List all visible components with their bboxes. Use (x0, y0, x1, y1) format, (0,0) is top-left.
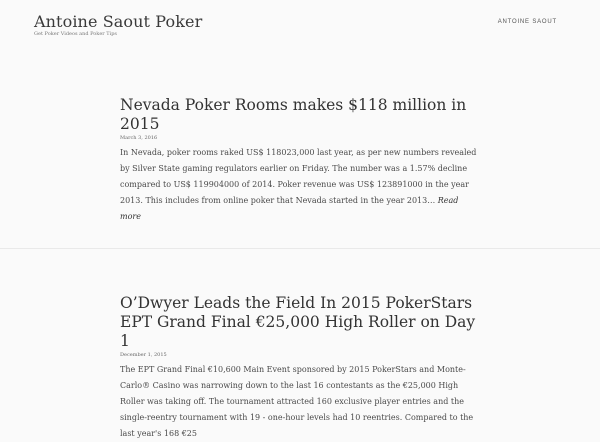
post-title[interactable]: Nevada Poker Rooms makes $118 million in 2015 (120, 96, 467, 133)
post-excerpt (120, 145, 480, 225)
site-title[interactable]: Antoine Saout Poker (34, 12, 203, 31)
post-excerpt-text: The EPT Grand Final €10,600 Main Event sponsored by 2015 PokerStars and Monte-Carlo® Casino was narrowing down to the last 16 contestants as the €25,000 High Roller was taking off. The tournament attracted 160 exclusive player entries and the single-reentry tournament with 19 ‐ one‐hour levels had 10 reentries. Compared to the last year's 168 €25 (120, 365, 474, 438)
post-date: December 1, 2015 (120, 352, 167, 358)
read-more-link[interactable]: Read more (120, 196, 459, 221)
site-tagline: Get Poker Videos and Poker Tips (34, 31, 117, 37)
site-header (0, 0, 600, 48)
post-excerpt (120, 362, 480, 442)
post-excerpt-text: In Nevada, poker rooms raked US$ 118023,000 last year, as per new numbers revealed by Silver State gaming regulators earlier on Friday. The number was a 1.57% decline compared to US$ 119904000 of 2014. Poker revenue was US$ 123891000 in the year 2013. This includes from online poker that Nevada started in the year 2013… (120, 148, 477, 205)
nav-item-antoine-saout[interactable]: ANTOINE SAOUT (497, 19, 557, 25)
post-article (120, 96, 480, 225)
post-date: March 3, 2016 (120, 135, 158, 141)
post-article (120, 294, 480, 442)
post-separator (0, 248, 600, 249)
post-title[interactable]: O’Dwyer Leads the Field In 2015 PokerStars EPT Grand Final €25,000 High Roller on Day 1 (120, 294, 476, 350)
